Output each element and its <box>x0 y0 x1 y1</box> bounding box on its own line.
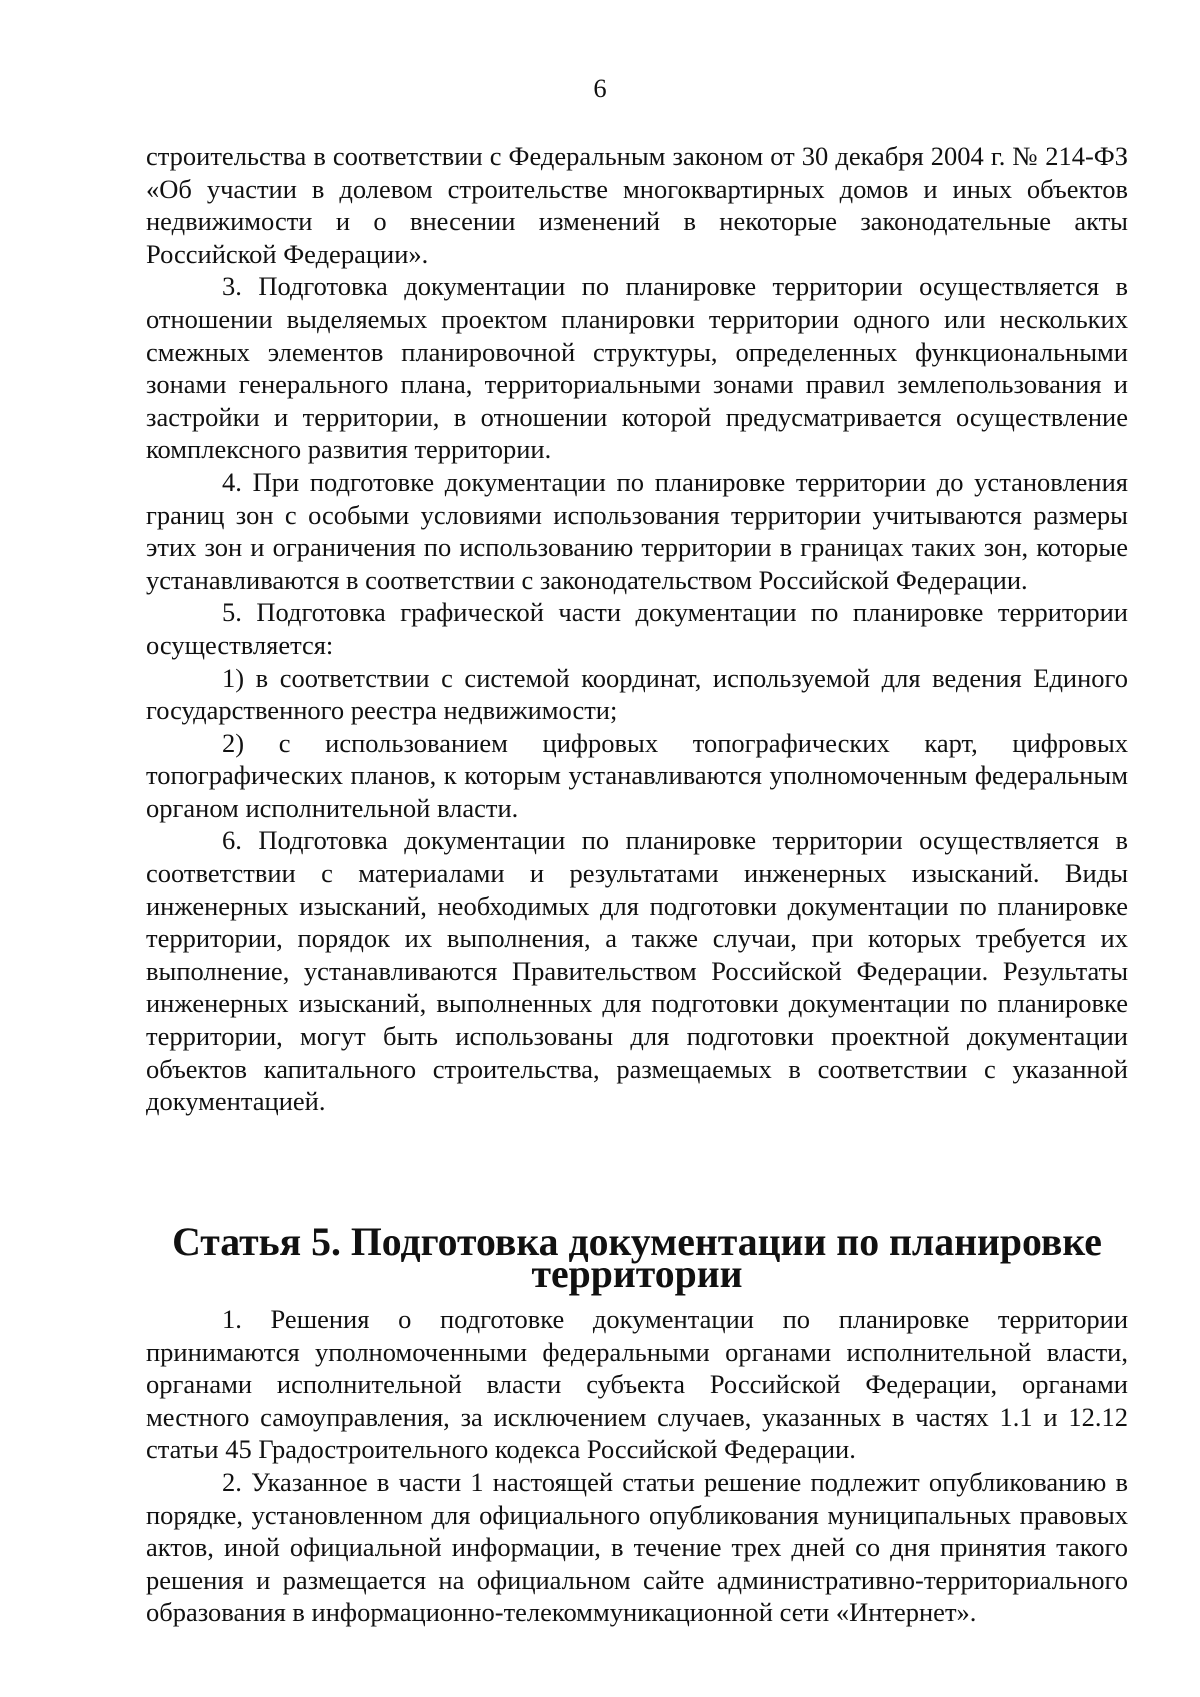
paragraph-item-5: 5. Подготовка графической части документации по планировке территории осуществляется: <box>146 597 1128 660</box>
paragraph-item-2: 2. Указанное в части 1 настоящей статьи решение подлежит опубликованию в порядке, установленном для официального опубликования муниципальных правовых актов, иной официальной информации, в течение трех дней со дня принятия такого решения и размещается на официальном сайте административно-территориального образования в информационно-телекоммуникационной сети «Интернет». <box>146 1466 1128 1628</box>
paragraph-subitem-1: 1) в соответствии с системой координат, используемой для ведения Единого государственного реестра недвижимости; <box>146 662 1128 726</box>
paragraph-item-1: 1. Решения о подготовке документации по планировке территории принимаются уполномоченными федеральными органами исполнительной власти, органами исполнительной власти субъекта Российской Федерации, органами местного самоуправления, за исключением случаев, указанных в частях 1.1 и 12.12 статьи 45 Градостроительного кодекса Российской Федерации. <box>146 1304 1128 1465</box>
page-number: 6 <box>593 73 607 103</box>
article-4-continuation <box>146 140 1128 1118</box>
article-5-body <box>146 1303 1128 1629</box>
article-heading: Статья 5. Подготовка документации по планировке территории <box>172 1220 1102 1296</box>
paragraph-subitem-2: 2) с использованием цифровых топографических карт, цифровых топографических планов, к которым устанавливаются уполномоченным федеральным органом исполнительной власти. <box>146 727 1128 823</box>
paragraph-item-4: 4. При подготовке документации по планировке территории до установления границ зон с особыми условиями использования территории учитываются размеры этих зон и ограничения по использованию территории в границах таких зон, которые устанавливаются в соответствии с законодательством Российской Федерации. <box>146 466 1128 595</box>
paragraph-continuation: строительства в соответствии с Федеральным законом от 30 декабря 2004 г. № 214-ФЗ «Об участии в долевом строительстве многоквартирных домов и иных объектов недвижимости и о внесении изменений в некоторые законодательные акты Российской Федерации». <box>146 141 1128 269</box>
paragraph-item-6: 6. Подготовка документации по планировке территории осуществляется в соответствии с материалами и результатами инженерных изысканий. Виды инженерных изысканий, необходимых для подготовки документации по планировке территории, порядок их выполнения, а также случаи, при которых требуется их выполнение, устанавливаются Правительством Российской Федерации. Результаты инженерных изысканий, выполненных для подготовки документации по планировке территории, могут быть использованы для подготовки проектной документации объектов капитального строительства, размещаемых в соответствии с указанной документацией. <box>146 825 1128 1117</box>
paragraph-item-3: 3. Подготовка документации по планировке территории осуществляется в отношении выделяемых проектом планировки территории одного или нескольких смежных элементов планировочной структуры, определенных функциональными зонами генерального плана, территориальными зонами правил землепользования и застройки и территории, в отношении которой предусматривается осуществление комплексного развития территории. <box>146 271 1128 465</box>
